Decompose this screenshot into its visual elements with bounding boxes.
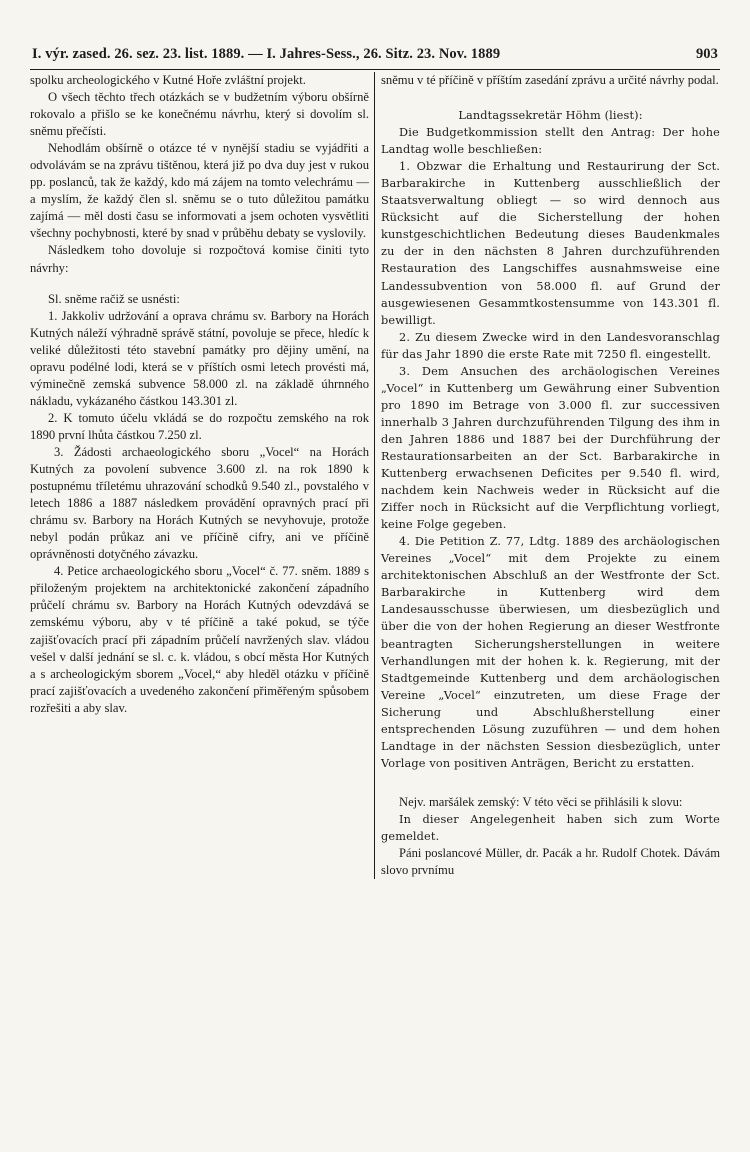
paragraph: Následkem toho dovoluje si rozpočtová komise činiti tyto návrhy: [30, 243, 369, 275]
resolution-item-3: 3. Dem Ansuchen des archäologischen Vereines „Vocel“ in Kuttenberg um Gewährung einer Subvention pro 1890 im Betrage von 3.000 fl. zur successiven innerhalb 3 Jahren durchzuführenden Tilgung des ihm in den Jahren 1886 und 1887 bei der Durchführung der Restaurationsarbeiten an der Sct. Barbarakirche in Kuttenberg erwachsenen Deficites per 9.540 fl. wird, nachdem kein Nachweis weder in Rücksicht auf die Ziffer noch in Rücksicht auf die Verpflichtung vorliegt, keine Folge gegeben. [381, 364, 720, 532]
paragraph: In dieser Angelegenheit haben sich zum Worte gemeldet. [381, 812, 720, 843]
header-title: I. výr. zased. 26. sez. 23. list. 1889. — I. Jahres-Sess., 26. Sitz. 23. Nov. 1889 [32, 46, 501, 62]
resolution-item-1: 1. Jakkoliv udržování a oprava chrámu sv. Barbory na Horách Kutných náleží výhradně správě státní, povoluje se přece, hledíc k veliké důležitosti této stavební památky pro dějiny umění, na opravu podélné lodi, která se v příštích osmi letech provésti má, výminečně zemská subvence 58.000 zl. na základě úhrnného nákladu, vykázaného částkou 143.301 zl. [30, 308, 369, 408]
paragraph: O všech těchto třech otázkách se v budžetním výboru obšírně rokovalo a přišlo se ke konečnému návrhu, který si dovolím sl. sněmu přečísti. [30, 90, 369, 139]
running-header [30, 46, 720, 70]
resolution-item-1: 1. Obzwar die Erhaltung und Restaurirung der Sct. Barbarakirche in Kuttenberg ausschließlich der Staatsverwaltung obliegt — so wird dennoch aus Rücksicht auf die Sicherstellung der hohen kunstgeschichtlichen Bedeutung dieses Baudenkmales zu der in den nächsten 8 Jahren durchzuführenden Restauration des Langschiffes ausnahmsweise eine Landessubvention von 58.000 fl. auf Grund der ausgewiesenen Gesammtkostensumme von 143.301 fl. bewilligt. [381, 160, 720, 327]
speaker-line: Landtagssekretär Höhm (liest): [458, 109, 643, 123]
paragraph: Nehodlám obšírně o otázce té v nynější stadiu se vyjádřiti a odvolávám se na zprávu tištěnou, která již po dva duy jest v rukou pp. poslanců, tak že každý, kdo má zájem na tomto velechrámu — a myslím, že každý člen sl. sněmu se o tuto důležitou památku zajímá — měl dosti času se informovati a jsem ochoten vysvětliti všechny pochybnosti, které by snad v průběhu debaty se vyslovily. [30, 141, 369, 241]
resolution-item-2: 2. K tomuto účelu vkládá se do rozpočtu zemského na rok 1890 první lhůta částkou 7.250 zl. [30, 410, 369, 442]
paragraph: Die Budgetkommission stellt den Antrag: Der hohe Landtag wolle beschließen: [381, 126, 720, 157]
resolution-item-4: 4. Die Petition Z. 77, Ldtg. 1889 des archäologischen Vereines „Vocel“ mit dem Projekte zu einem architektonischen Abschluß an der Westfronte der Sct. Barbarakirche in Kuttenberg wird dem Landesausschusse überwiesen, um diesbezüglich und über die von der hohen Regierung an dieser Westfronte beantragten Sicherungsherstellungen in weitere Verhandlungen mit der hohen k. k. Regierung, mit der Stadtgemeinde Kuttenberg und dem archäologischen Vereine „Vocel“ einzutreten, um diese Frage der Sicherung und Abschlußherstellung einer entsprechenden Lösung zuzuführen — und dem hohen Landtage in der nächsten Session diesbezüglich, unter Vorlage von positiven Anträgen, Bericht zu erstatten. [381, 535, 720, 770]
paragraph: Páni poslancové Müller, dr. Pacák a hr. Rudolf Chotek. Dávám slovo prvnímu [381, 846, 720, 878]
resolution-item-4: 4. Petice archaeologického sboru „Vocel“ č. 77. sněm. 1889 s přiloženým projektem na architektonické zakončení západního průčelí chrámu sv. Barbory na Horách Kutných odevzdává se zemskému výboru, aby v té příčině a také pokud, se týče zajišťovacích prací při západním průčelí navržených slav. vládou vešel v další jednání se sl. c. k. vládou, s obcí města Hor Kutných a s archeologickým sborem „Vocel,“ aby hleděl otázku v příčině prací zajišťovacích a uvedeného zakončení přiměřeným spůsobem rozřešiti a aby slav. [30, 564, 369, 715]
page-number: 903 [695, 46, 718, 62]
left-column-czech [30, 72, 374, 879]
resolution-heading: Sl. sněme račiž se usnésti: [48, 291, 180, 306]
resolution-item-2: 2. Zu diesem Zwecke wird in den Landesvoranschlag für das Jahr 1890 die erste Rate mit 7250 fl. eingestellt. [381, 330, 720, 361]
document-page [30, 46, 720, 879]
resolution-item-3: 3. Žádosti archaeologického sboru „Vocel“ na Horách Kutných za povolení subvence 3.600 zl. na rok 1890 k postupnému tříletému uhrazování schodků 9.540 zl., povstalého v letech 1886 a 1887 následkem provádění opravných prací při chrámu sv. Barbory na Horách Kutných se nevyhovuje, protože nebyl podán průkaz ani ve příčině cifry, ani ve příčině oprávněnosti dotyčného závazku. [30, 444, 369, 562]
right-column-german [374, 72, 720, 879]
paragraph: spolku archeologického v Kutné Hoře zvláštní projekt. [30, 73, 306, 87]
paragraph: sněmu v té příčině v příštím zasedání zprávu a určité návrhy podal. [381, 73, 719, 87]
two-column-body [30, 72, 720, 879]
speaker-marshal: Nejv. maršálek zemský: V této věci se přihlásili k slovu: [399, 794, 683, 809]
